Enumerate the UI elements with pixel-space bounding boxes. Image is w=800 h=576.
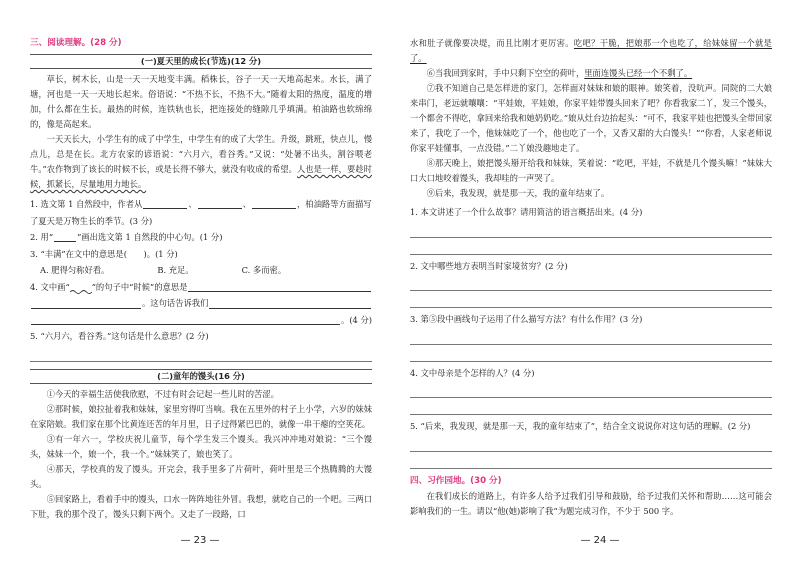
passage1-questions [30,196,372,362]
question-2 [30,229,372,246]
passage2-question-3 [410,311,772,362]
answer-line[interactable] [410,452,772,469]
underlined-sentence: 吃吧？干脆，把娘那一个也吃了，给妹妹留一个就是了。 [410,38,772,63]
question-text: 。(4 分) [341,314,372,325]
question-text: 2. 文中哪些地方表明当时家境贫穷？(2 分) [410,260,568,271]
question-3: 3. “丰满”在文中的意思是( )。(1 分) [30,248,178,259]
page-number-left: — 23 — [180,535,220,546]
answer-line[interactable] [410,238,772,255]
passage2-paragraph: ④那天，学校真的发了馒头。开完会，我手里多了片荷叶，荷叶里是三个热腾腾的大馒头。 [30,463,372,489]
passage2-question-1 [410,204,772,255]
option-b[interactable]: B. 充足。 [157,265,194,275]
answer-line[interactable] [410,221,772,238]
writing-prompt: 在我们成长的道路上，有许多人给予过我们引导和鼓励，给予过我们关怀和帮助……这可能会影响我们的一生。请以“他(她)影响了我”为题完成习作，不少于 500 字。 [410,490,772,516]
straight-line-mark [54,231,76,242]
question-text: ”画出选文第 1 自然段的中心句。(1 分) [77,232,223,242]
passage2-title: (二)童年的馒头(16 分) [30,369,372,384]
passage2-paragraph: ①今天的幸福生活使我欣慰，不过有时会记起一些儿时的苦涩。 [46,388,279,399]
passage2-paragraph: ②那时候，娘拉扯着我和妹妹，家里穷得叮当响。我在五里外的村子上小学，六岁的妹妹在家陪娘。我们家在那个比黄连还苦的年月里，日子过得紧巴巴的，就像一串干瘪的空荚花。 [30,403,372,429]
answer-line[interactable] [410,291,772,308]
passage2-paragraph: ⑦我不知道自己是怎样进的家门，怎样面对妹妹和娘的眼神。娘笑着，没吭声。同院的二大娘来串门，老远就嚷嚷：“平娃娘，平娃娘，你家平娃带馒头回来了吧？你看我家二丫，发三个馒头，一个都舍不得吃，拿回来给我和她奶奶吃。”娘从灶台边抬起头：“可不，我家平娃也把馒头全带回家来了，我吃了一个，他妹妹吃了一个，他也吃了一个，又香又甜的大白馒头！”“你看，人家老师说你家平娃懂事，一点没错。”二丫娘没趣地走了。 [410,83,772,153]
question-text: 5. “后来，我发现，就是那一天，我的童年结束了”，结合全文说说你对这句话的理解。(2 分) [410,421,751,431]
separator: 、 [242,199,251,209]
answer-line[interactable] [410,398,772,415]
question-text: 3. 第⑤段中画线句子运用了什么描写方法？有什么作用？(3 分) [410,314,643,324]
answer-blank[interactable] [252,198,296,209]
answer-blank[interactable] [31,296,141,309]
answer-line[interactable] [410,328,772,345]
option-c[interactable]: C. 多而密。 [241,265,287,275]
answer-blank[interactable] [143,198,187,209]
passage2-question-2 [410,258,772,309]
passage2-question-5 [410,418,772,469]
section-heading-reading: 三、阅读理解。(28 分) [30,38,122,48]
wavy-underlined-sentence: 人也是一样，要趁时候，抓紧长，尽量地用力地长。 [30,164,372,189]
question-4-line-1 [30,279,372,296]
question-text: 。这句话告诉我们 [142,298,209,308]
question-text: 1. 本文讲述了一个什么故事？请用简洁的语言概括出来。(4 分) [410,207,643,217]
separator: 、 [188,199,197,209]
answer-line[interactable] [410,274,772,291]
left-page [30,36,372,532]
question-4-line-3 [30,312,372,329]
answer-line[interactable] [410,345,772,362]
option-a[interactable]: A. 肥得匀称好看。 [40,265,110,275]
question-1 [30,196,372,229]
question-4-line-2 [30,295,372,312]
wavy-line-mark [70,289,92,295]
passage2-paragraph: ⑧那天晚上，娘把馒头掰开给我和妹妹，笑着说：“吃吧，平娃，不就是几个馒头嘛！”妹妹大口大口地咬着馒头，我却哇的一声哭了。 [410,158,772,183]
section-heading-writing: 四、习作园地。(30 分) [410,475,502,486]
passage1-paragraph-1: 草长，树木长，山是一天一天地变丰满。稻株长，谷子一天一天地高起来。水长，满了塘，河也是一天一天地长起来。俗语说：“不热不长，不热不大。”随着太阳的热度，温度的增加，什么都在生长。最热的时候，连铁轨也长，把连接处的缝隙几乎填满。柏油路也软绵绵的，像是高起来。 [30,74,372,129]
answer-blank[interactable] [31,312,340,325]
answer-blank[interactable] [188,279,371,292]
question-text: 4. 文中画“ [30,281,70,292]
answer-line[interactable] [30,345,372,362]
passage2-paragraph-continued [410,36,772,66]
passage2-question-4 [410,365,772,416]
question-3-options [30,262,372,279]
question-text: ，柏油路等方面描写了夏天是万物生长的季节。(3 分) [30,199,372,226]
answer-line[interactable] [410,435,772,452]
question-text: 1. 选文第 1 自然段中，作者从 [30,199,143,209]
right-page [410,36,772,532]
passage2-paragraph: ⑤回家路上，看着手中的馒头，口水一阵阵地往外冒。我想，就吃自己的一个吧。三两口下肚，我的那个没了，馒头只剩下两个。又走了一段路，口 [30,493,372,519]
page-number-right: — 24 — [580,535,620,546]
passage2-paragraph [410,66,772,81]
passage1-paragraph-2 [30,132,372,192]
underlined-sentence: 里面连馒头已经一个不剩了。 [584,68,693,78]
paragraph-text: 一天天长大，小学生有的成了中学生，中学生有的成了大学生。升级，跳班，快点儿，慢点儿，总是在长。北方农家的谚语说：“六月六，看谷秀。”又说：“处暑不出头，割谷喂老牛。”农作物到了该长的时候不长，或是长得不够大，就没有收成的希望。 [30,134,372,174]
question-text: ”的句子中“时候”的意思是 [91,281,188,292]
question-5: 5. “六月六，看谷秀。”这句话是什么意思？(2 分) [30,331,209,341]
passage2-paragraph: ③有一年六一，学校庆祝儿童节，每个学生发三个馒头。我兴冲冲地对娘说：“三个馒头，妹妹一个，娘一个，我一个。”妹妹笑了，娘也笑了。 [30,433,372,459]
paragraph-text: 水和肚子就像要决堤，而且比刚才更厉害。 [410,38,574,48]
question-text: 4. 文中母亲是个怎样的人？(4 分) [410,367,535,378]
paragraph-text: ⑥当我回到家时，手中只剩下空空的荷叶， [426,68,585,78]
passage1-title: (一)夏天里的成长(节选)(12 分) [30,54,372,69]
answer-blank[interactable] [209,296,371,309]
answer-blank[interactable] [198,198,242,209]
answer-line[interactable] [410,381,772,398]
question-text: 2. 用“ [30,232,54,242]
passage2-paragraph: ⑨后来，我发现，就是那一天，我的童年结束了。 [426,188,610,198]
